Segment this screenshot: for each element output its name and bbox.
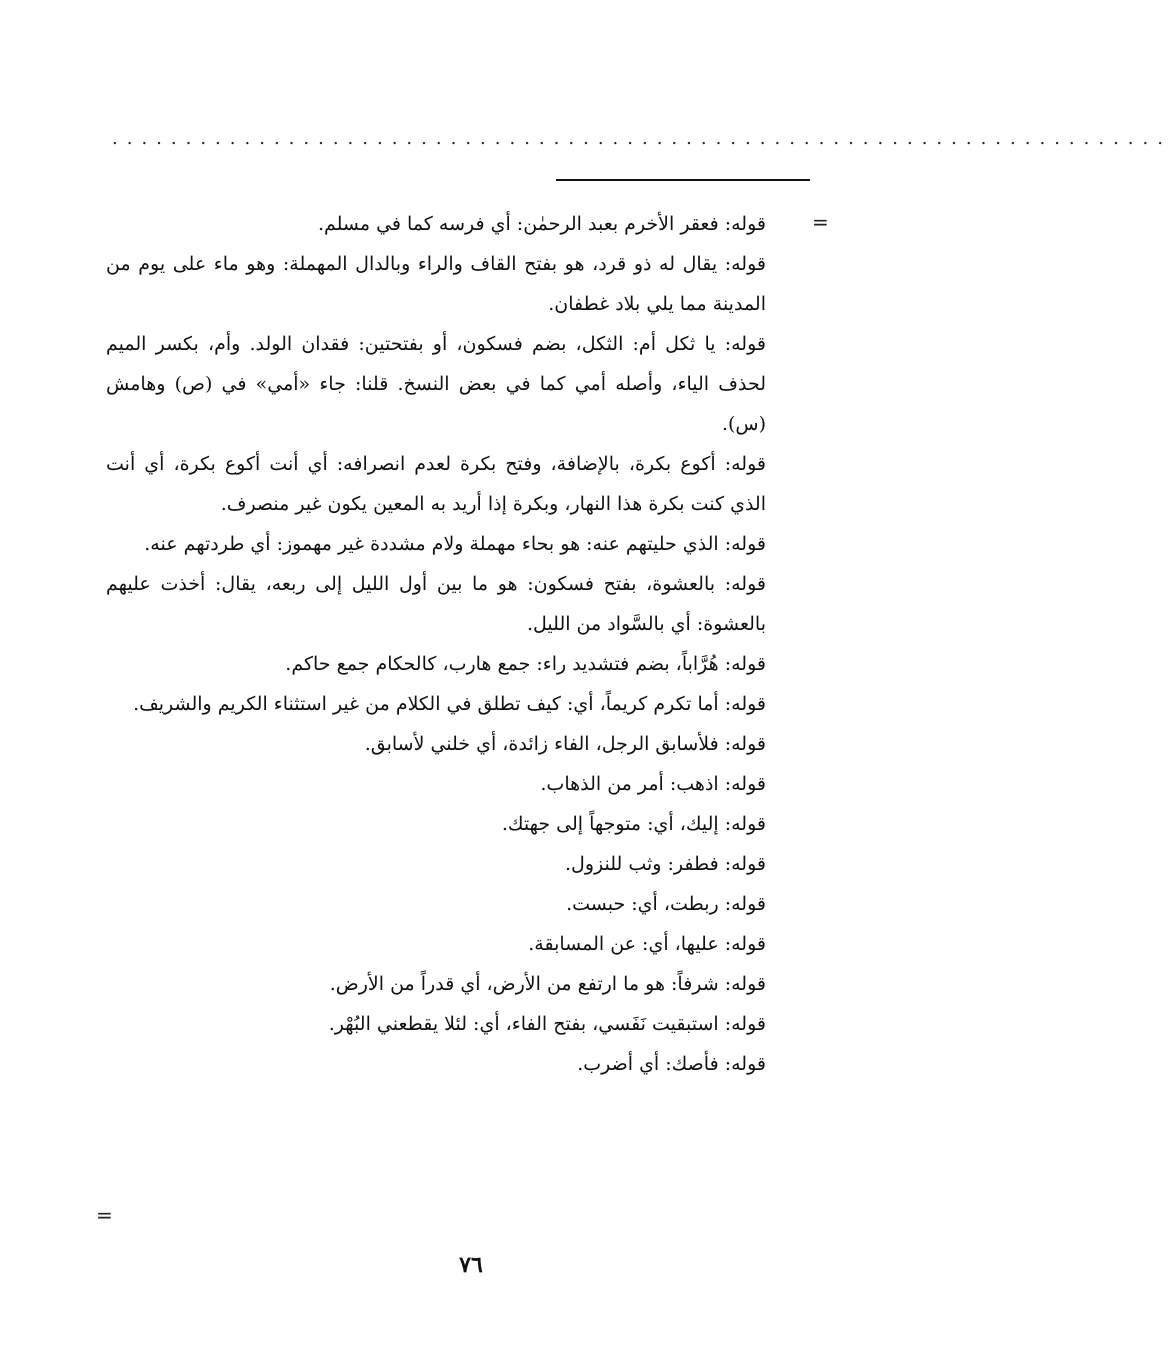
paragraph-5: قوله: الذي حليتهم عنه: هو بحاء مهملة ولام مشددة غير مهموز: أي طردتهم عنه.	[144, 533, 766, 555]
continuation-mark-top: =	[812, 210, 829, 234]
dot-leader-separator: ........................................................................	[112, 128, 1172, 149]
commentary-text	[106, 204, 812, 1084]
paragraph-11: قوله: إليك، أي: متوجهاً إلى جهتك.	[501, 813, 766, 835]
paragraph-15: قوله: شرفاً: هو ما ارتفع من الأرض، أي قدراً من الأرض.	[329, 973, 766, 995]
paragraph-4: قوله: أكوع بكرة، بالإضافة، وفتح بكرة لعدم انصرافه: أي أنت أكوع بكرة، أي أنت الذي كنت بكرة هذا النهار، وبكرة إذا أريد به المعين يكون غير منصرف.	[106, 453, 766, 515]
paragraph-10: قوله: اذهب: أمر من الذهاب.	[540, 773, 766, 795]
paragraph-7: قوله: هُرَّاباً، بضم فتشديد راء: جمع هارب، كالحكام جمع حاكم.	[285, 653, 766, 675]
footnote-rule	[556, 179, 810, 181]
paragraph-12: قوله: فطفر: وثب للنزول.	[565, 853, 766, 875]
continuation-mark-bottom: =	[96, 1203, 113, 1227]
paragraph-9: قوله: فلأسابق الرجل، الفاء زائدة، أي خلني لأسابق.	[364, 733, 766, 755]
page-number: ٧٦	[459, 1252, 483, 1278]
paragraph-2: قوله: يقال له ذو قرد، هو بفتح القاف والراء وبالدال المهملة: وهو ماء على يوم من المدينة مما يلي بلاد غطفان.	[106, 253, 766, 315]
paragraph-13: قوله: ربطت، أي: حبست.	[566, 893, 766, 915]
paragraph-16: قوله: استبقيت نَفَسي، بفتح الفاء، أي: لئلا يقطعني البُهْر.	[328, 1013, 766, 1035]
paragraph-3: قوله: يا ثكل أم: الثكل، بضم فسكون، أو بفتحتين: فقدان الولد. وأم، بكسر الميم لحذف الياء، وأصله أمي كما في بعض النسخ. قلنا: جاء «أمي» في (ص) وهامش (س).	[106, 333, 766, 435]
paragraph-17: قوله: فأصك: أي أضرب.	[577, 1053, 766, 1075]
paragraph-1: قوله: فعقر الأخرم بعبد الرحمٰن: أي فرسه كما في مسلم.	[317, 213, 766, 235]
paragraph-14: قوله: عليها، أي: عن المسابقة.	[528, 933, 766, 955]
paragraph-6: قوله: بالعشوة، بفتح فسكون: هو ما بين أول الليل إلى ربعه، يقال: أخذت عليهم بالعشوة: أي بالسَّواد من الليل.	[106, 573, 766, 635]
paragraph-8: قوله: أما تكرم كريماً، أي: كيف تطلق في الكلام من غير استثناء الكريم والشريف.	[133, 693, 766, 715]
